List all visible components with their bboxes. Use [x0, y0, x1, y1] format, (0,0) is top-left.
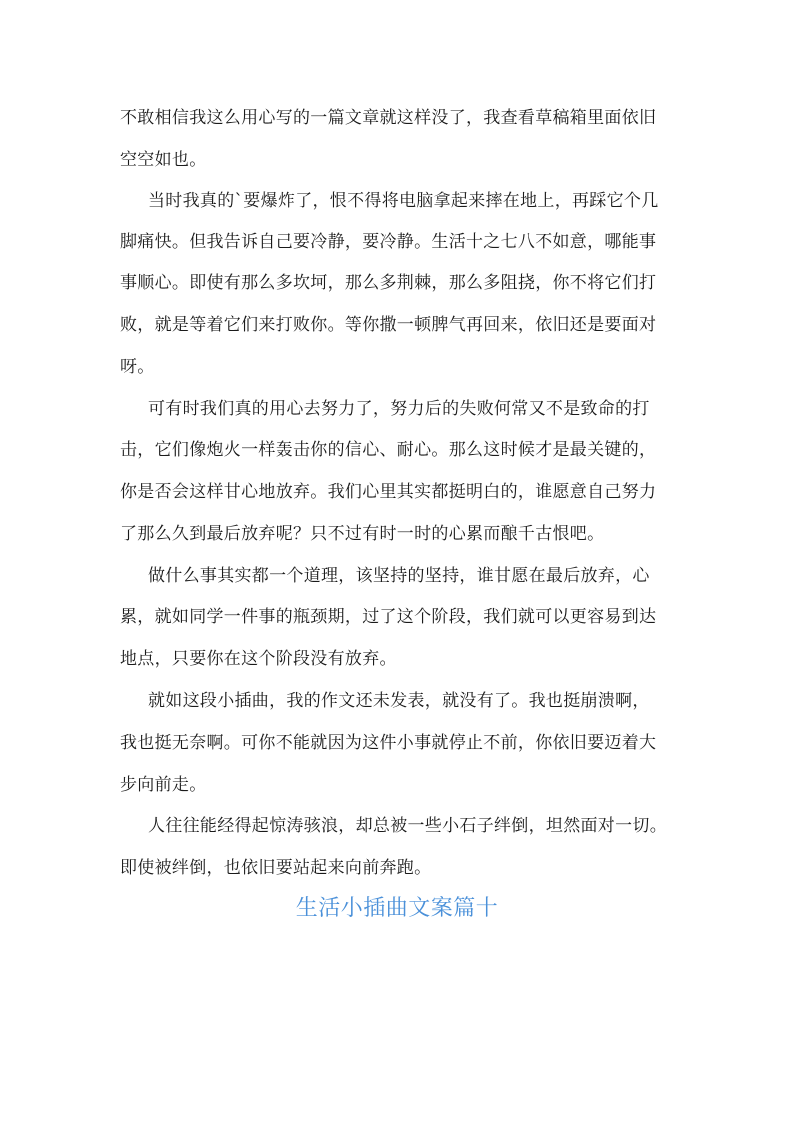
- paragraph-6-line-1: 人往往能经得起惊涛骇浪，却总被一些小石子绊倒，坦然面对一切。: [148, 816, 667, 836]
- paragraph-2-line-1: 当时我真的`要爆炸了，恨不得将电脑拿起来摔在地上，再踩它个几: [148, 191, 659, 211]
- paragraph-1-line-2: 空空如也。: [120, 150, 207, 170]
- paragraph-2-line-4: 败，就是等着它们来打败你。等你撒一顿脾气再回来，依旧还是要面对: [120, 315, 657, 335]
- paragraph-4-line-3: 地点，只要你在这个阶段没有放弃。: [120, 649, 397, 669]
- paragraph-3-line-3: 你是否会这样甘心地放弃。我们心里其实都挺明白的，谁愿意自己努力: [120, 482, 657, 502]
- paragraph-3-line-2: 击，它们像炮火一样轰击你的信心、耐心。那么这时候才是最关键的，: [120, 440, 657, 460]
- paragraph-4-line-1: 做什么事其实都一个道理，该坚持的坚持，谁甘愿在最后放弃，心: [148, 566, 650, 586]
- paragraph-2-line-2: 脚痛快。但我告诉自己要冷静，要冷静。生活十之七八不如意，哪能事: [120, 232, 657, 252]
- paragraph-2-line-3: 事顺心。即使有那么多坎坷，那么多荆棘，那么多阻挠，你不将它们打: [120, 273, 657, 293]
- paragraph-5-line-3: 步向前走。: [120, 775, 207, 795]
- paragraph-2-line-5: 呀。: [120, 357, 155, 377]
- paragraph-5-line-1: 就如这段小插曲，我的作文还未发表，就没有了。我也挺崩溃啊，: [148, 691, 650, 711]
- paragraph-6-line-2: 即使被绊倒，也依旧要站起来向前奔跑。: [120, 858, 432, 878]
- paragraph-3-line-4: 了那么久到最后放弃呢？只不过有时一时的心累而酿千古恨吧。: [120, 524, 605, 544]
- paragraph-3-line-1: 可有时我们真的用心去努力了，努力后的失败何常又不是致命的打: [148, 399, 650, 419]
- paragraph-4-line-2: 累，就如同学一件事的瓶颈期，过了这个阶段，我们就可以更容易到达: [120, 607, 657, 627]
- paragraph-1-line-1: 不敢相信我这么用心写的一篇文章就这样没了，我查看草稿箱里面依旧: [120, 108, 657, 128]
- paragraph-5-line-2: 我也挺无奈啊。可你不能就因为这件小事就停止不前，你依旧要迈着大: [120, 733, 657, 753]
- section-heading: 生活小插曲文案篇十: [295, 896, 499, 921]
